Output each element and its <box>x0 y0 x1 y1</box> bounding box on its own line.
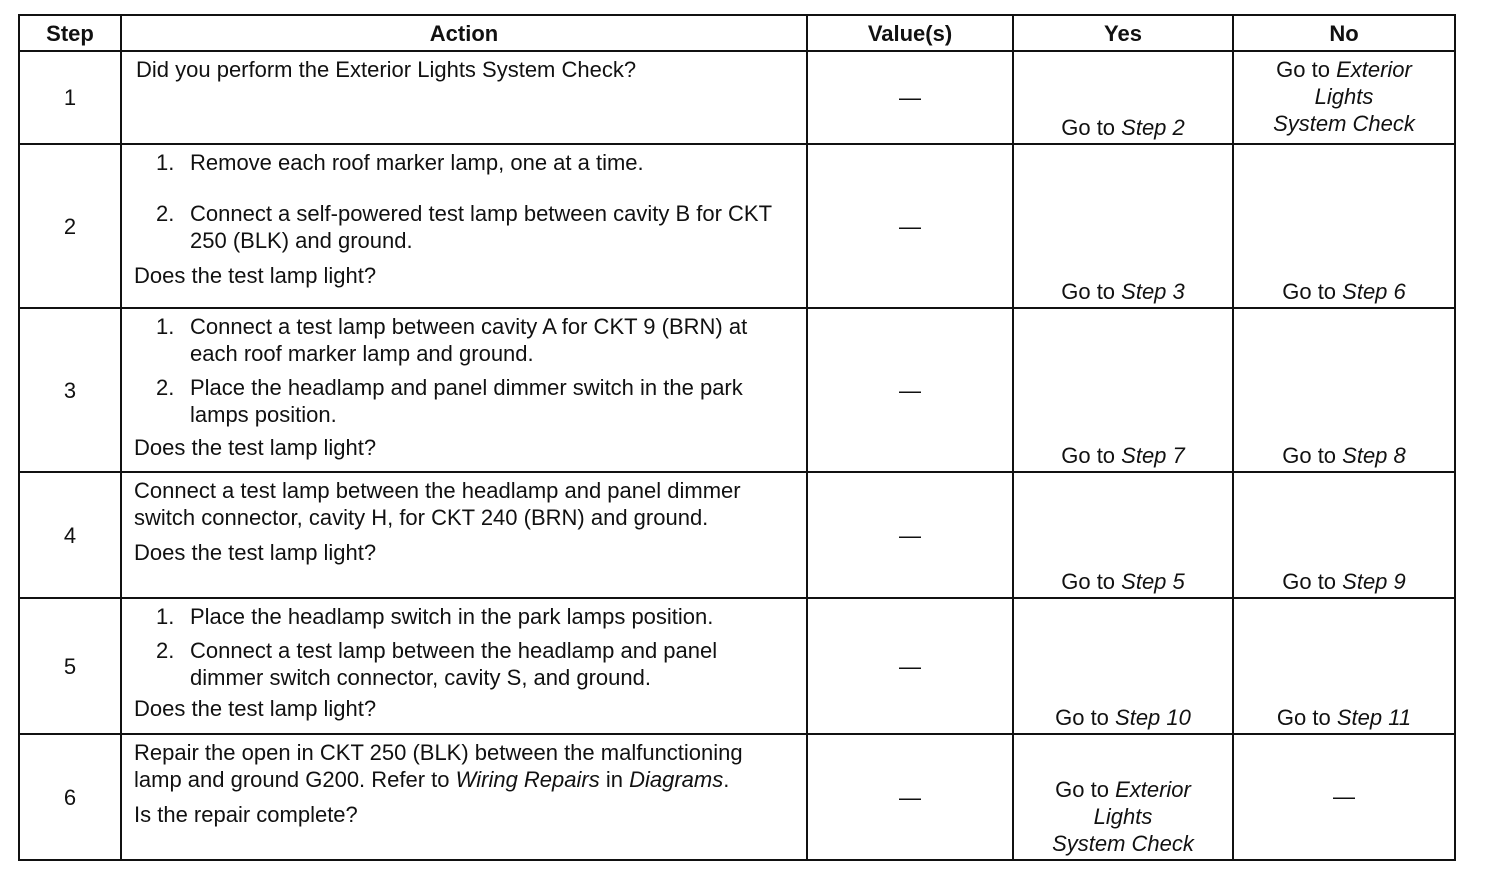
substep-item <box>134 313 796 367</box>
action-text-pre: Repair the open in CKT 250 (BLK) between the malfunctioning lamp and ground G200. Refer to <box>134 740 743 792</box>
value-cell: — <box>807 598 1013 734</box>
substep-item <box>134 637 796 691</box>
substep-text: Remove each roof marker lamp, one at a time. <box>190 150 644 175</box>
question-text: Does the test lamp light? <box>134 540 377 565</box>
no-prefix: Go to <box>1276 705 1337 730</box>
yes-cell <box>1013 472 1233 598</box>
yes-ref: Step 7 <box>1121 443 1185 468</box>
yes-ref: Step 2 <box>1121 115 1185 140</box>
step-number: 5 <box>19 598 121 734</box>
substep-item <box>134 149 796 176</box>
substep-list <box>134 603 796 691</box>
substep-number: 2. <box>156 201 175 226</box>
value-cell: — <box>807 472 1013 598</box>
action-text: Did you perform the Exterior Lights System Check? <box>136 57 637 82</box>
header-values: Value(s) <box>807 15 1013 51</box>
diagrams-ref: Diagrams <box>629 767 724 792</box>
header-yes: Yes <box>1013 15 1233 51</box>
value-cell: — <box>807 51 1013 144</box>
action-text: Connect a test lamp between the headlamp and panel dimmer switch connector, cavity H, for CKT 240 (BRN) and ground. <box>134 478 741 530</box>
table-row <box>19 51 1455 144</box>
yes-ref: Step 5 <box>1121 569 1185 594</box>
action-text-post: . <box>723 767 730 792</box>
substep-number: 2. <box>156 638 175 663</box>
no-ref-line1: Exterior <box>1336 57 1412 82</box>
substep-item <box>134 200 796 254</box>
action-text-mid: in <box>599 767 630 792</box>
table-row <box>19 472 1455 598</box>
no-ref-line3: System Check <box>1273 111 1415 136</box>
yes-ref-line2: Lights <box>1093 804 1153 829</box>
table-row <box>19 598 1455 734</box>
yes-prefix: Go to <box>1061 443 1122 468</box>
substep-number: 1. <box>156 150 175 175</box>
step-number: 1 <box>19 51 121 144</box>
question-text: Does the test lamp light? <box>134 435 377 460</box>
step-number: 2 <box>19 144 121 308</box>
no-cell: — <box>1233 734 1455 860</box>
step-number: 4 <box>19 472 121 598</box>
substep-text: Connect a test lamp between cavity A for CKT 9 (BRN) at each roof marker lamp and ground. <box>190 314 748 366</box>
question-text: Is the repair complete? <box>134 802 358 827</box>
yes-cell <box>1013 598 1233 734</box>
yes-prefix: Go to <box>1055 777 1116 802</box>
substep-list <box>134 149 796 254</box>
substep-text: Connect a test lamp between the headlamp and panel dimmer switch connector, cavity S, and ground. <box>190 638 718 690</box>
no-ref: Step 9 <box>1342 569 1406 594</box>
table-row <box>19 308 1455 472</box>
header-no: No <box>1233 15 1455 51</box>
no-prefix: Go to <box>1282 443 1343 468</box>
header-action: Action <box>121 15 807 51</box>
action-text <box>134 739 774 793</box>
substep-number: 2. <box>156 375 175 400</box>
substep-list <box>134 313 796 428</box>
table-row <box>19 144 1455 308</box>
substep-number: 1. <box>156 314 175 339</box>
no-cell <box>1233 598 1455 734</box>
header-row <box>19 15 1455 51</box>
no-cell <box>1233 472 1455 598</box>
value-cell: — <box>807 734 1013 860</box>
substep-item <box>134 603 796 630</box>
no-prefix: Go to <box>1282 569 1343 594</box>
substep-item <box>134 374 796 428</box>
no-cell <box>1233 308 1455 472</box>
action-cell <box>121 598 807 734</box>
yes-prefix: Go to <box>1055 705 1116 730</box>
no-ref: Step 8 <box>1342 443 1406 468</box>
substep-text: Place the headlamp switch in the park lamps position. <box>190 604 714 629</box>
value-cell: — <box>807 144 1013 308</box>
no-ref: Step 11 <box>1336 705 1412 730</box>
no-cell <box>1233 144 1455 308</box>
action-cell <box>121 144 807 308</box>
yes-ref: Step 3 <box>1121 279 1185 304</box>
action-cell <box>121 472 807 598</box>
substep-text: Place the headlamp and panel dimmer switch in the park lamps position. <box>190 375 743 427</box>
diagnostic-table <box>18 14 1456 861</box>
wiring-repairs-ref: Wiring Repairs <box>455 767 600 792</box>
action-cell <box>121 51 807 144</box>
yes-prefix: Go to <box>1061 279 1122 304</box>
no-ref: Step 6 <box>1342 279 1406 304</box>
step-number: 3 <box>19 308 121 472</box>
action-cell <box>121 308 807 472</box>
yes-prefix: Go to <box>1061 115 1122 140</box>
yes-ref-line3: System Check <box>1052 831 1194 856</box>
no-cell <box>1233 51 1455 144</box>
no-prefix: Go to <box>1276 57 1337 82</box>
no-ref-line2: Lights <box>1314 84 1374 109</box>
question-text: Does the test lamp light? <box>134 696 377 721</box>
header-step: Step <box>19 15 121 51</box>
table-row <box>19 734 1455 860</box>
yes-cell <box>1013 308 1233 472</box>
yes-ref-line1: Exterior <box>1115 777 1191 802</box>
step-number: 6 <box>19 734 121 860</box>
yes-prefix: Go to <box>1061 569 1122 594</box>
yes-cell <box>1013 144 1233 308</box>
question-text: Does the test lamp light? <box>134 263 377 288</box>
yes-cell <box>1013 51 1233 144</box>
no-prefix: Go to <box>1282 279 1343 304</box>
substep-number: 1. <box>156 604 175 629</box>
action-cell <box>121 734 807 860</box>
value-cell: — <box>807 308 1013 472</box>
substep-text: Connect a self-powered test lamp between cavity B for CKT 250 (BLK) and ground. <box>190 201 772 253</box>
yes-ref: Step 10 <box>1115 705 1191 730</box>
yes-cell <box>1013 734 1233 860</box>
